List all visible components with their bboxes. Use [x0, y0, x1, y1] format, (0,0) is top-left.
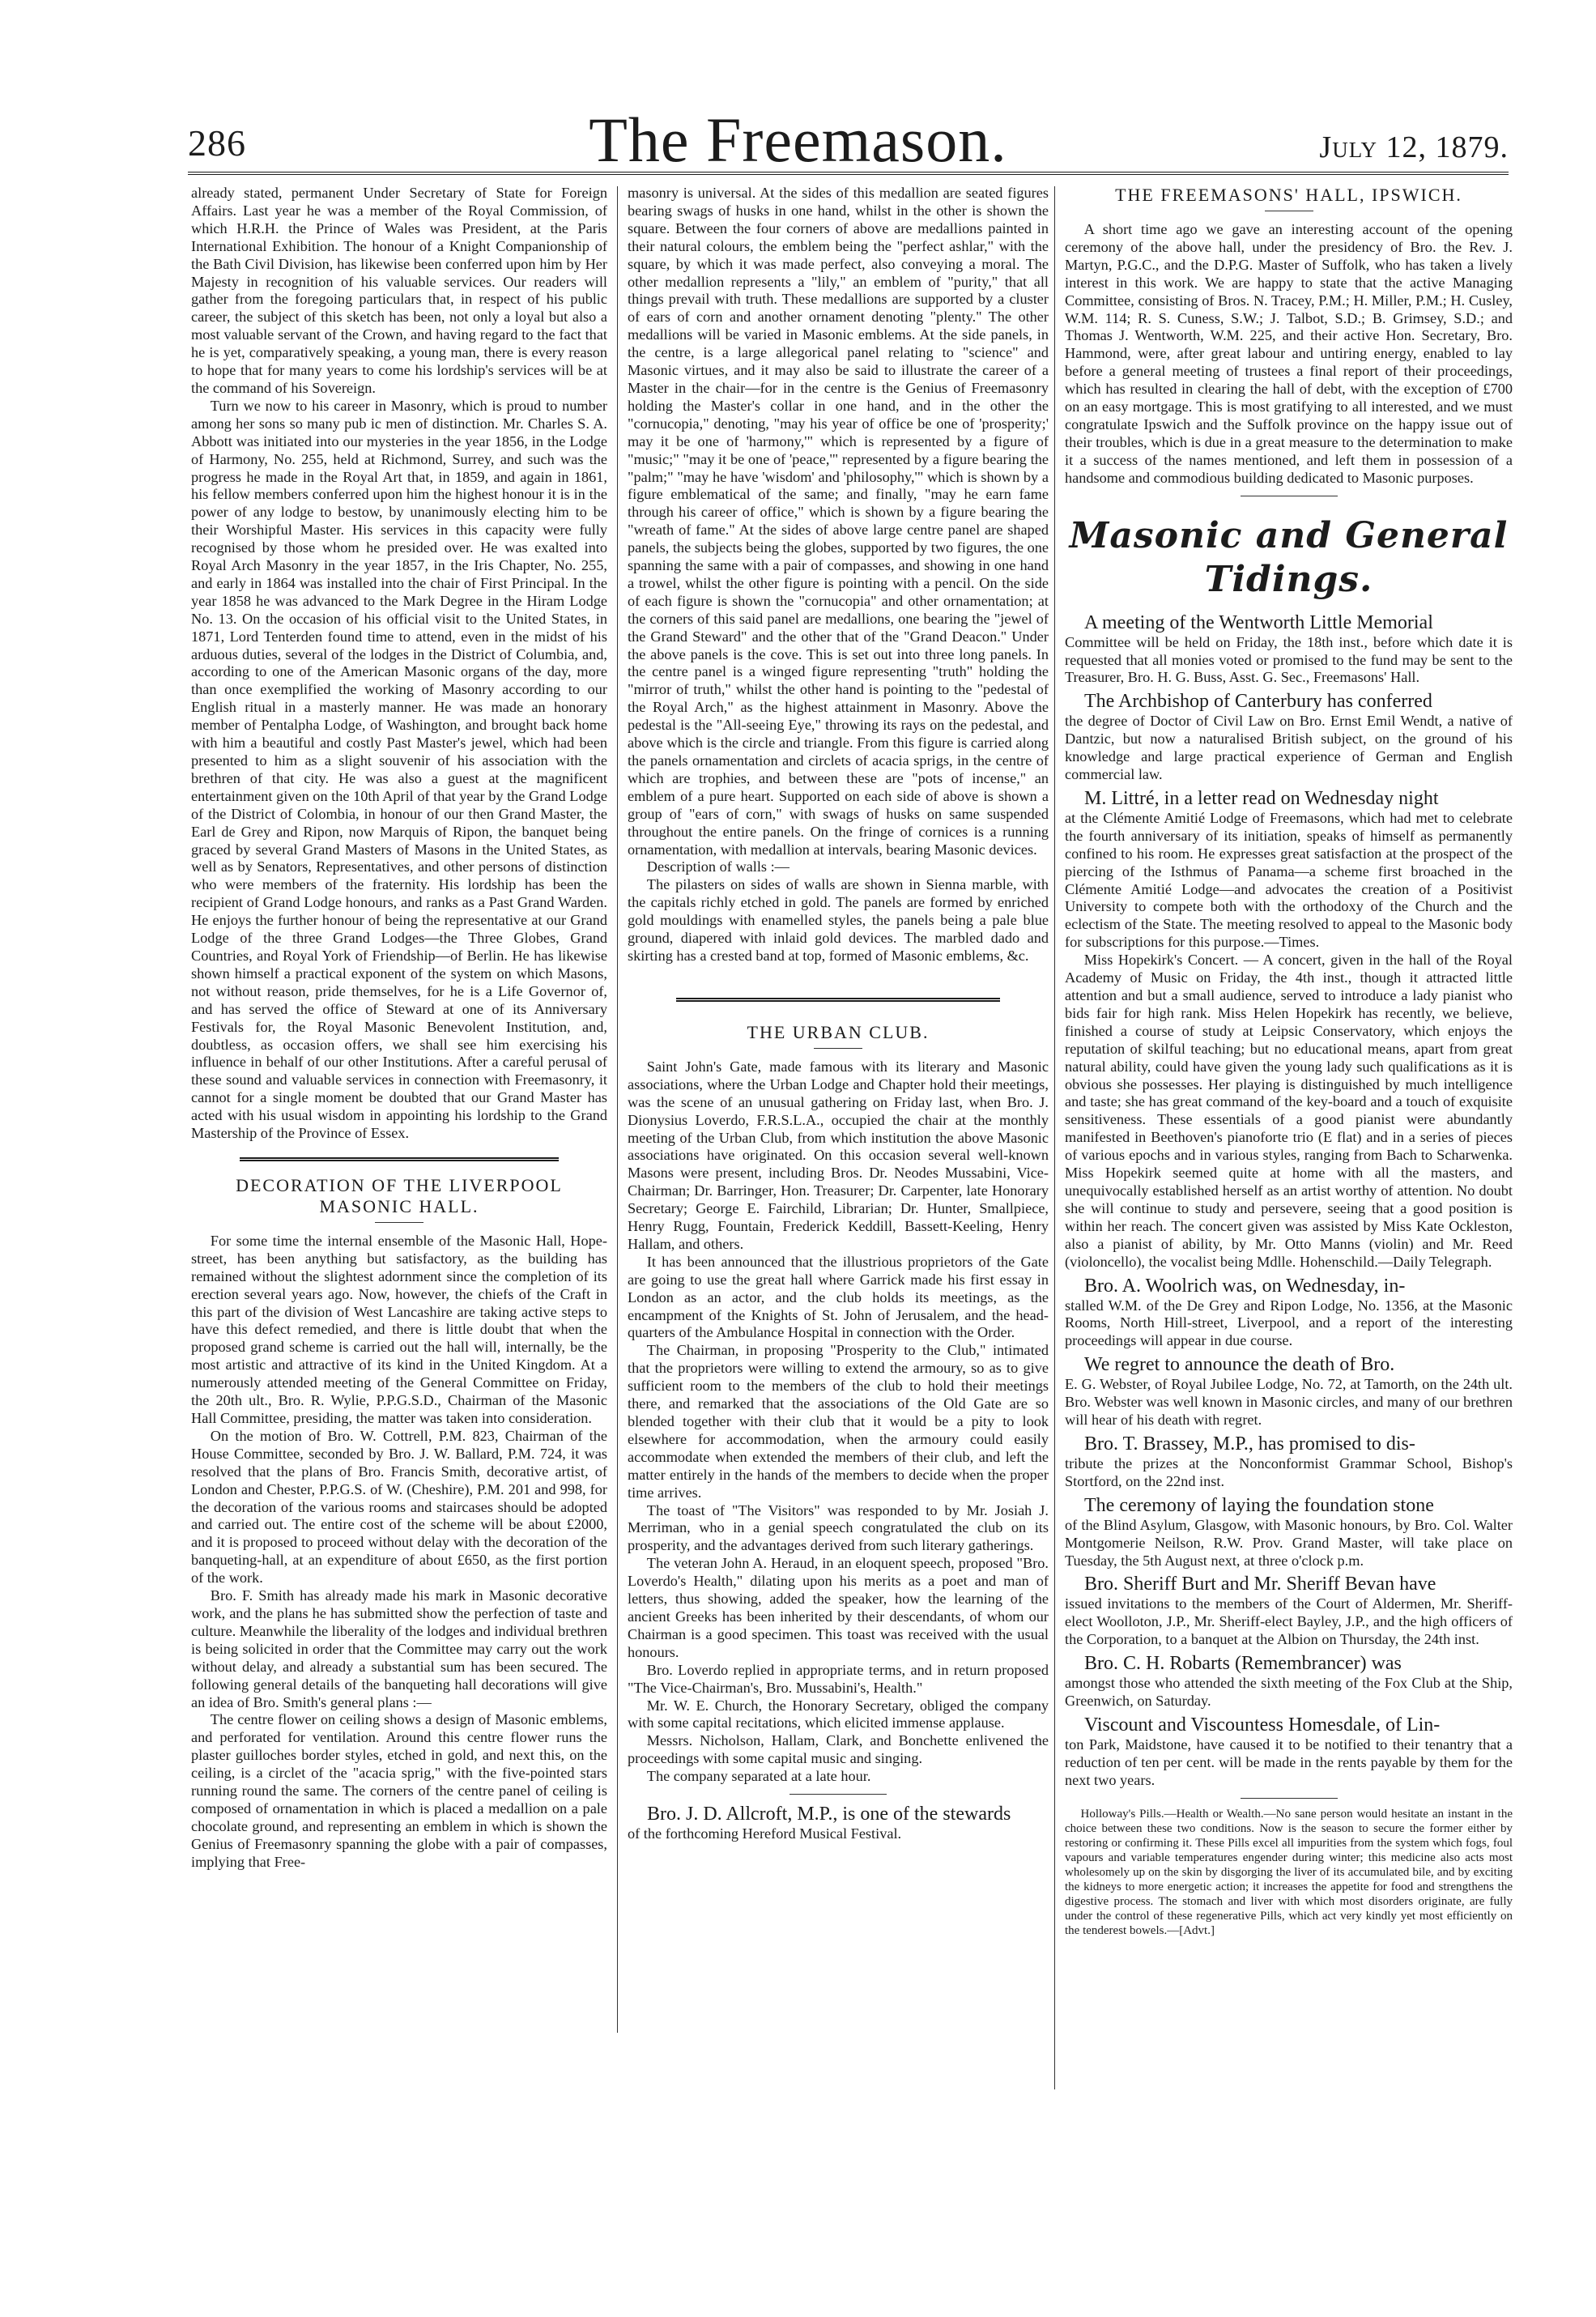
masthead-rule: [188, 172, 1509, 178]
page-number: 286: [188, 122, 246, 164]
article-paragraph: Turn we now to his career in Masonry, which is proud to number among her sons so many pub ic men of distinction. Mr. Charles S. A. Abbott was initiated into our mysteries in the year 1856, in the Lodge of Harmony, No. 255, held at Richmond, Surrey, and such was the progress he made in the Royal Art that, in 1859, and again in 1861, his fellow members conferred upon him the highest honour it is in the power of any lodge to bestow, by unanimously electing him to be their Worshipful Master. His services in this capacity were fully recognised by those whom he presided over. He was exalted into Royal Arch Masonry in the year 1857, in the Iris Chapter, No. 255, and early in 1864 was installed into the chair of First Principal. In the year 1858 he was advanced to the Mark Degree in the Hiram Lodge No. 13. On the occasion of his official visit to the United States, in 1871, Lord Tenterden found time to attend, even in the midst of his arduous duties, several of the lodges in the District of Columbia, and, according to one of the American Masonic organs of the day, more than once exemplified the working of Masonry according to our English ritual in a masterly manner. He was made an honorary member of Pentalpha Lodge, of Washington, and brought back home with him a beautiful and costly Past Master's jewel, which had been presented to him as a slight souvenir of his association with the brethren of that city. He was also a guest at the magnificent entertainment given on the 10th April of that year by the Grand Lodge of the District of Colombia, in honour of our then Grand Master, the Earl de Grey and Ripon, now Marquis of Ripon, the banquet being graced by several Grand Masters of Masons in the United States, as well as by Senators, Representatives, and other persons of distinction who were members of the fraternity. His lordship has been the recipient of Grand Lodge honours, and ranks as a Past Grand Warden. He enjoys the further honour of being the representative at our Grand Lodge of the three Grand Lodges—the Three Globes, Grand Countries, and Royal York of Friendship—of Berlin. He has likewise shown himself a practical exponent of the system on which Masons, not without reason, pride themselves, for he is a Life Governor of, and has served the office of Steward at one of its Anniversary Festivals for, the Royal Masonic Benevolent Institution, and, doubtless, as occasion offers, we shall see him exercising his influence in behalf of our other Institutions. After a careful perusal of these sound and valuable services in connection with Freemasonry, it cannot for a single moment be doubted that our Grand Master has acted with his usual wisdom in appointing his lordship to the Grand Mastership of the Province of Essex.: [191, 397, 607, 1142]
article-paragraph: The pilasters on sides of walls are shown in Sienna marble, with the capitals richly etched in gold. The panels are formed by enriched gold mouldings with enamelled styles, the panels being a pale blue ground, diapered with inlaid gold devices. The marbled dado and skirting has a crested band at top, formed of Masonic emblems, &c.: [628, 876, 1049, 964]
column-separator: [617, 186, 618, 2033]
news-item-body: ton Park, Maidstone, have caused it to be notified to their tenantry that a reduction of ten per cent. will be made in the rents payable by them for the next two years.: [1065, 1736, 1513, 1788]
news-item-lead: Viscount and Viscountess Homesdale, of Lin-: [1084, 1714, 1441, 1736]
article-paragraph: The toast of "The Visitors" was responded to by Mr. Josiah J. Merriman, who in a genial speech congratulated the club on its prosperity, and the advantages derived from such literary gatherings.: [628, 1501, 1049, 1554]
news-item-body: the degree of Doctor of Civil Law on Bro. Ernst Emil Wendt, a native of Dantzic, but now a naturalised British subject, on the ground of his knowledge and large practical experience of German and English commercial law.: [1065, 713, 1513, 783]
news-item-lead: We regret to announce the death of Bro.: [1084, 1354, 1395, 1376]
item-rule: [1241, 1798, 1338, 1799]
column-2: [628, 185, 1049, 1843]
news-item: Miss Hopekirk's Concert. — A concert, given in the hall of the Royal Academy of Music on Friday, the 4th inst., though it attracted little attention and but a small audience, served to introduce a lady pianist who bids fair for high rank. Miss Helen Hopekirk has recently, we believe, finished a course of study at Leipsic Conservatory, which enjoys the reputation of skilful teaching; but no educational means, apart from great natural ability, could have given the young lady such qualifications as it is obvious she possesses. Her playing is distinguished by much intelligence and taste; she has great command of the key-board and a touch of exquisite sensitiveness. These essentials of a good pianist were abundantly manifested in Beethoven's pianoforte trio (E flat) and in a series of pieces of various epochs and in various styles, ranging from Bach to Scharwenka. Miss Hopekirk seemed quite at home with all the masters, and unequivocally established herself as an artist worthy of attention. No doubt she will continue to study and persevere, seeing that a good position is within her reach. The concert given was assisted by Miss Kate Ockleston, also a pianist of ability, by Mr. Otto Manns (violin) and Mr. Reed (violoncello), the vocalist being Mdlle. Hohenschild.—Daily Telegraph.: [1065, 952, 1513, 1270]
column-1: [191, 185, 607, 1872]
article-paragraph: The centre flower on ceiling shows a design of Masonic emblems, and perforated for ventilation. Around this centre flower runs the plaster guilloches border styles, etched in gold, and next this, on the ceiling, is a circlet of the "acacia sprig," with the five-pointed stars running round the same. The corners of the centre panel of ceiling is composed of ornamentation in which is placed a medallion on a pale chocolate ground, and representing an emblem in which is shown the Genius of Freemasonry spanning the globe with a pair of compasses, implying that Free-: [191, 1711, 607, 1870]
section-heading: THE FREEMASONS' HALL, IPSWICH.: [1115, 185, 1462, 205]
news-item-lead: Bro. Sheriff Burt and Mr. Sheriff Bevan have: [1084, 1574, 1436, 1595]
section-heading: THE URBAN CLUB.: [747, 1021, 930, 1042]
article-paragraph: Mr. W. E. Church, the Honorary Secretary, obliged the company with some capital recitations, which elicited immense applause.: [628, 1697, 1049, 1731]
article-paragraph: The veteran John A. Heraud, in an eloquent speech, proposed "Bro. Loverdo's Health," dilating upon his merits as a poet and man of letters, thus showing, added the speaker, how the learning of the ancient Greeks has been inherited by their descendants, of whom our Chairman is a good specimen. This toast was received with the usual honours.: [628, 1555, 1049, 1660]
article-paragraph: The company separated at a late hour.: [646, 1768, 871, 1785]
news-item-body: at the Clémente Amitié Lodge of Freemasons, which had met to celebrate the fourth anniversary of its initiation, speaks of himself as permanently confined to his room. He expresses great satisfaction at the prospect of the piercing of the Isthmus of Panama—a scheme first broached in the Clémente Amitié Lodge—and advocates the creation of a Positivist University to compete both with the orthodoxy of the Church and the eclectism of the State. The meeting resolved to appeal to the Masonic body for subscriptions for this purpose.—Times.: [1065, 809, 1513, 951]
section-rule: [240, 1157, 559, 1164]
news-item-body: of the forthcoming Hereford Musical Festival.: [628, 1825, 902, 1842]
article-paragraph: For some time the internal ensemble of the Masonic Hall, Hope-street, has been anything but satisfactory, as the building has remained without the slightest adornment since the completion of its erection several years ago. Now, however, the chiefs of the Craft in this part of the division of West Lancashire are taking active steps to have this defect remedied, and there is little doubt that when the proposed grand scheme is carried out the hall will, internally, be the most artistic and attractive of its kind in the United Kingdom. At a numerously attended meeting of the General Committee on Friday, the 20th ult., Bro. R. Wylie, P.P.G.S.D., Chairman of the Masonic Hall Committee, presiding, the matter was taken into consideration.: [191, 1232, 607, 1426]
section-rule: [676, 998, 1000, 1004]
article-paragraph: Bro. Loverdo replied in appropriate terms, and in return proposed "The Vice-Chairman's, Bro. Mussabini's, Health.": [628, 1661, 1049, 1696]
masthead-title: The Freemason.: [589, 104, 1007, 175]
news-item-lead: Bro. A. Woolrich was, on Wednesday, in-: [1084, 1275, 1406, 1297]
article-paragraph: Bro. F. Smith has already made his mark in Masonic decorative work, and the plans he has submitted show the perfection of taste and culture. Meanwhile the liberality of the lodges and individual brethren is being solicited in order that the Committee may carry out the work without delay, and already a substantial sum has been secured. The following general details of the banqueting hall decorations will give an idea of Bro. Smith's general plans :—: [191, 1587, 607, 1710]
news-item-body: issued invitations to the members of the Court of Aldermen, Mr. Sheriff-elect Woolloton, J.P., Mr. Sheriff-elect Bayley, J.P., and the high officers of the Corporation, to a banquet at the Albion on Thursday, the 24th inst.: [1065, 1595, 1513, 1648]
advertisement: Holloway's Pills.—Health or Wealth.—No sane person would hesitate an instant in the choice between these two conditions. Now is the season to secure the former either by restoring or confirming it. These Pills excel all impurities from the system which fogs, foul vapours and variable temperatures engender during winter; this medicine also acts most wholesomely up on the skin by disgorging the liver of its accumulated bile, and by exciting the kidneys to more energetic action; it increases the appetite for food and strengthens the digestive process. The stomach and liver with which most disorders originate, are fully under the control of these regenerative Pills, which act very kindly yet most efficiently on the tenderest bowels.—[Advt.]: [1065, 1807, 1513, 1937]
news-item-body: Committee will be held on Friday, the 18th inst., before which date it is requested that all monies voted or promised to the fund may be sent to the Treasurer, Bro. H. G. Buss, Asst. G. Sec., Freemasons' Hall.: [1065, 633, 1513, 686]
news-item-lead: M. Littré, in a letter read on Wednesday night: [1084, 787, 1439, 809]
news-item-lead: The ceremony of laying the foundation stone: [1084, 1494, 1434, 1516]
article-paragraph: masonry is universal. At the sides of this medallion are seated figures bearing swags of husks in one hand, whilst in the other is shown the square. Between the four corners of above are medallions painted in their natural colours, the emblem being the "perfect ashlar," with the square, by which it was made perfect, also conveying a moral. The other medallion represents a "lily," an emblem of "purity," that all things prevail with truth. These medallions are supported by a cluster of ears of corn and another ornament denoting "plenty." The other medallions will be varied in Masonic emblems. At the side panels, in the centre, is a large allegorical panel relating to "science" and Masonic virtues, and it may also be said to illustrate the career of a Master in the chair—for in the centre is the Genius of Freemasonry holding the Master's collar in one hand, and in the other the "cornucopia," denoting, "may his year of office be one of 'prosperity;' may it be one of 'harmony,'" which is represented by a figure of "music;" "may it be one of 'peace,'" represented by a figure bearing the "palm;" "may he have 'wisdom' and 'philosophy,'" which is shown by a figure emblematical of the same; and finally, "may he earn fame through his career of office," which is shown by a figure bearing the "wreath of fame." At the sides of above large centre panel are shaped panels, the subjects being the globes, supported by two figures, the one spanning the same with a pair of compasses, and showing in one hand a trowel, whilst the other figure is pointing with a pencil. On the side of each figure is shown the "cornucopia" and other ornamentation; at the corners of this said panel are medallions, one bearing the "jewel of the Grand Steward" and the other that of the "Grand Deacon." Under the above panels is the cove. This is set out into three long panels. In the centre panel is a winged figure representing "truth" holding the "mirror of truth," whilst the other hand is pointing to the "pedestal of the Royal Arch," as the highest attainment in Masonry. Above the pedestal is the "All-seeing Eye," throwing its rays on the pedestal, and above which is the circle and triangle. From this figure is carried along the panels ornamentation and circlets of acacia sprigs, in the centre of which are trophies, and between these are "pots of incense," an emblem of a pure heart. Supported on each side of above is shown a group of "ears of corn," with swags of husks on same suspended throughout the entire panels. On the fringe of cornices is a running ornamentation, with medallion at intervals, bearing Masonic devices.: [628, 185, 1049, 858]
news-item-body: of the Blind Asylum, Glasgow, with Masonic honours, by Bro. Col. Walter Montgomerie Neilson, R.W. Prov. Grand Master, will take place on Tuesday, the 5th August next, at three o'clock p.m.: [1065, 1516, 1513, 1569]
news-item-lead: Bro. T. Brassey, M.P., has promised to dis-: [1084, 1433, 1415, 1455]
news-item-body: E. G. Webster, of Royal Jubilee Lodge, No. 72, at Tamorth, on the 24th ult. Bro. Webster was well known in Masonic circles, and many of our brethren will hear of his death with regret.: [1065, 1376, 1513, 1429]
article-paragraph: already stated, permanent Under Secretary of State for Foreign Affairs. Last year he was a member of the Royal Commission, of which H.R.H. the Prince of Wales was President, at the Paris International Exhibition. The honour of a Knight Companionship of the Bath Civil Division, has likewise been conferred upon him by Her Majesty in recognition of his valuable services. Our readers will gather from the foregoing particulars that, in respect of his public career, the subject of this sketch has been, not only a loyal but also a most valuable servant of the Crown, and having regard to the fact that he is yet, comparatively speaking, a young man, there is every reason to hope that for many years to come his lordship's services will be at the command of his Sovereign.: [191, 185, 607, 396]
column-3: [1065, 185, 1513, 1938]
article-paragraph: A short time ago we gave an interesting account of the opening ceremony of the above hall, under the presidency of Bro. the Rev. J. Martyn, P.G.C., and the D.P.G. Master of Suffolk, who has taken a lively interest in this work. We are happy to state that the active Managing Committee, consisting of Bros. N. Tracey, P.M.; H. Miller, P.M.; H. Cusley, W.M. 114; R. S. Cuness, S.W.; J. Talbot, S.D.; B. Grimsey, S.D.; and Thomas J. Wentworth, W.M. 225, and their active Hon. Secretary, Bro. Hammond, were, after great labour and untiring energy, enabled to lay before a general meeting of trustees a final report of their proceedings, which has resulted in clearing the hall of debt, with the exception of £700 on an easy mortgage. This is most gratifying to all interested, and we must congratulate Ipswich and the Suffolk province on the happy issue out of their troubles, which is due in a great measure to the determination to make it a success of the names mentioned, and left them in possession of a handsome and commodious building dedicated to Masonic purposes.: [1065, 221, 1513, 486]
heading-underline: [375, 1222, 423, 1223]
tidings-heading: Masonic and General Tidings.: [1069, 514, 1509, 600]
article-paragraph: On the motion of Bro. W. Cottrell, P.M. 823, Chairman of the House Committee, seconded by Bro. J. W. Ballard, P.M. 724, it was resolved that the plans of Bro. Francis Smith, decorative artist, of London and Chester, P.P.G.S. of W. (Cheshire), P.M. 201 and 998, for the decoration of the various rooms and staircases should be adopted and carried out. The entire cost of the scheme will be about £2000, and it is proposed to proceed without delay with the decoration of the banqueting-hall, at an expenditure of about £650, as the first portion of the work.: [191, 1427, 607, 1587]
article-paragraph: Messrs. Nicholson, Hallam, Clark, and Bonchette enlivened the proceedings with some capital music and singing.: [628, 1732, 1049, 1767]
article-paragraph: It has been announced that the illustrious proprietors of the Gate are going to use the great hall where Garrick made his first essay in London as an actor, and the club holds its meetings, as the encampment of the Knights of St. John of Jerusalem, and the head-quarters of the Ambulance Hospital in connection with the Order.: [628, 1253, 1049, 1341]
column-separator: [1054, 186, 1055, 2089]
article-paragraph: The Chairman, in proposing "Prosperity to the Club," intimated that the proprietors were willing to extend the armoury, so as to give sufficient room to the members of the club to hold their meetings there, and remarked that the associations of the Old Gate are so blended together with their club that it would be a pity to look elsewhere for accommodation, when the armoury could easily accommodate when extended the members of their club, and left the matter entirely in the hands of the members to decide when the proper time arrives.: [628, 1342, 1049, 1501]
news-item-body: amongst those who attended the sixth meeting of the Fox Club at the Ship, Greenwich, on Saturday.: [1065, 1675, 1513, 1710]
news-item-lead: Bro. J. D. Allcroft, M.P., is one of the stewards: [647, 1804, 1011, 1825]
section-heading: DECORATION OF THE LIVERPOOL MASONIC HALL.: [236, 1174, 563, 1216]
issue-date: July 12, 1879.: [1319, 130, 1509, 164]
news-item-lead: Bro. C. H. Robarts (Remembrancer) was: [1084, 1653, 1402, 1675]
article-paragraph: Saint John's Gate, made famous with its literary and Masonic associations, where the Urban Lodge and Chapter hold their meetings, was the scene of an unusual gathering on Friday last, when Bro. J. Dionysius Loverdo, F.R.S.L.A., occupied the chair at the monthly meeting of the Urban Club, from which institution the above Masonic associations have originated. On this occasion several well-known Masons were present, including Bros. Dr. Neodes Mussabini, Vice-Chairman; Dr. Barringer, Hon. Treasurer; Dr. Carpenter, late Honorary Secretary; George E. Fairchild, Librarian; Dr. Hunter, Smallpiece, Henry Rugg, Fountain, Frederick Keddill, Bassett-Keeling, Henry Hallam, and others.: [628, 1058, 1049, 1252]
news-item-lead: A meeting of the Wentworth Little Memorial: [1084, 611, 1433, 633]
item-rule: [789, 1794, 887, 1795]
heading-underline: [814, 1048, 862, 1049]
news-item-body: tribute the prizes at the Nonconformist Grammar School, Bishop's Stortford, on the 22nd inst.: [1065, 1455, 1513, 1489]
news-item-body: stalled W.M. of the De Grey and Ripon Lodge, No. 1356, at the Masonic Rooms, North Hill-street, Liverpool, and a report of the interesting proceedings will appear in due course.: [1065, 1297, 1513, 1349]
news-item-lead: The Archbishop of Canterbury has conferred: [1084, 691, 1432, 713]
article-paragraph: Description of walls :—: [646, 858, 789, 875]
